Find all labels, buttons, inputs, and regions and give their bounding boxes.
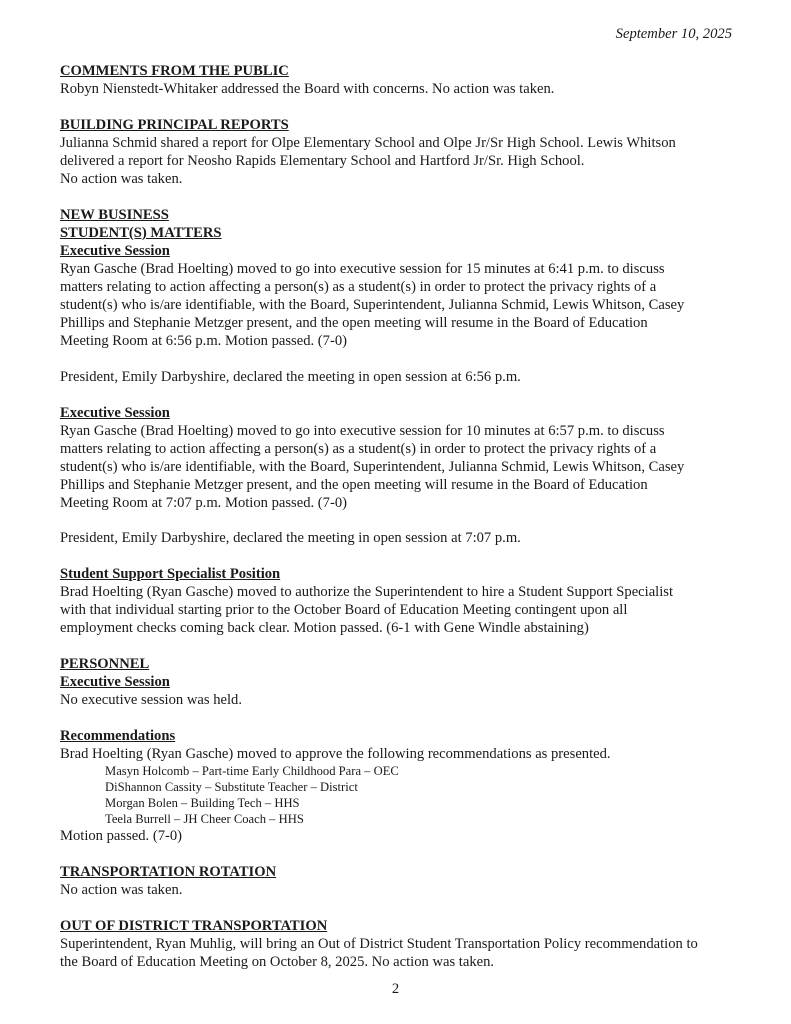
recommendations-motion: Motion passed. (7-0) bbox=[60, 828, 183, 844]
exec-session-1-heading: Executive Session bbox=[60, 243, 170, 259]
personnel-exec-text: No executive session was held. bbox=[60, 692, 242, 708]
exec-session-1-line: matters relating to action affecting a person(s) as a student(s) in order to protect the privacy rights of a bbox=[60, 279, 657, 295]
principal-line-3: No action was taken. bbox=[60, 171, 183, 187]
section-student-support-specialist bbox=[60, 565, 744, 637]
recommendation-item: Morgan Bolen – Building Tech – HHS bbox=[105, 796, 300, 810]
ssp-line: Brad Hoelting (Ryan Gasche) moved to authorize the Superintendent to hire a Student Support Specialist bbox=[60, 584, 674, 600]
out-of-district-line-2: the Board of Education Meeting on October 8, 2025. No action was taken. bbox=[60, 954, 495, 970]
exec-session-1-line: Meeting Room at 6:56 p.m. Motion passed. (7-0) bbox=[60, 333, 347, 349]
section-personnel bbox=[60, 655, 744, 709]
student-matters-heading: STUDENT(S) MATTERS bbox=[60, 225, 222, 241]
out-of-district-line-1: Superintendent, Ryan Muhlig, will bring an Out of District Student Transportation Policy recommendation to bbox=[60, 936, 698, 952]
ssp-heading: Student Support Specialist Position bbox=[60, 566, 281, 582]
section-transportation-rotation bbox=[60, 863, 744, 899]
recommendation-item: Teela Burrell – JH Cheer Coach – HHS bbox=[105, 812, 304, 826]
exec-session-1-line: student(s) who is/are identifiable, with the Board, Superintendent, Julianna Schmid, Lewis Whitson, Casey bbox=[60, 297, 685, 313]
exec-session-1-line: Phillips and Stephanie Metzger present, and the open meeting will resume in the Board of Education bbox=[60, 315, 648, 331]
recommendation-item: Masyn Holcomb – Part-time Early Childhood Para – OEC bbox=[105, 764, 399, 778]
personnel-heading: PERSONNEL bbox=[60, 656, 150, 672]
section-principal-reports bbox=[60, 116, 744, 188]
declare-1-text: President, Emily Darbyshire, declared the meeting in open session at 6:56 p.m. bbox=[60, 369, 521, 385]
declare-2-text: President, Emily Darbyshire, declared the meeting in open session at 7:07 p.m. bbox=[60, 530, 521, 546]
out-of-district-heading: OUT OF DISTRICT TRANSPORTATION bbox=[60, 918, 328, 934]
exec-session-1-line: Ryan Gasche (Brad Hoelting) moved to go into executive session for 15 minutes at 6:41 p.m. to discuss bbox=[60, 261, 665, 277]
comments-text: Robyn Nienstedt-Whitaker addressed the Board with concerns. No action was taken. bbox=[60, 81, 555, 97]
open-session-declaration-2 bbox=[60, 529, 744, 547]
section-out-of-district bbox=[60, 917, 744, 971]
section-recommendations bbox=[60, 727, 744, 845]
meeting-date: September 10, 2025 bbox=[615, 26, 732, 42]
comments-heading: COMMENTS FROM THE PUBLIC bbox=[60, 63, 289, 79]
section-new-business bbox=[60, 206, 744, 350]
open-session-declaration-1 bbox=[60, 368, 744, 386]
exec-session-2-line: Phillips and Stephanie Metzger present, and the open meeting will resume in the Board of Education bbox=[60, 477, 648, 493]
principal-line-1: Julianna Schmid shared a report for Olpe Elementary School and Olpe Jr/Sr High School. Lewis Whitson bbox=[60, 135, 676, 151]
principal-heading: BUILDING PRINCIPAL REPORTS bbox=[60, 117, 289, 133]
page-number: 2 bbox=[391, 981, 400, 997]
ssp-line: employment checks coming back clear. Motion passed. (6-1 with Gene Windle abstaining) bbox=[60, 620, 589, 636]
exec-session-2-line: Meeting Room at 7:07 p.m. Motion passed. (7-0) bbox=[60, 495, 347, 511]
section-exec-session-2 bbox=[60, 404, 744, 512]
exec-session-2-line: Ryan Gasche (Brad Hoelting) moved to go into executive session for 10 minutes at 6:57 p.m. to discuss bbox=[60, 423, 665, 439]
recommendations-text: Brad Hoelting (Ryan Gasche) moved to approve the following recommendations as presented. bbox=[60, 746, 611, 762]
exec-session-2-heading: Executive Session bbox=[60, 405, 170, 421]
transport-rotation-text: No action was taken. bbox=[60, 882, 183, 898]
new-business-heading: NEW BUSINESS bbox=[60, 207, 169, 223]
personnel-exec-heading: Executive Session bbox=[60, 674, 170, 690]
section-comments bbox=[60, 62, 744, 98]
ssp-line: with that individual starting prior to the October Board of Education Meeting contingent upon all bbox=[60, 602, 628, 618]
exec-session-2-line: student(s) who is/are identifiable, with the Board, Superintendent, Julianna Schmid, Lewis Whitson, Casey bbox=[60, 459, 685, 475]
recommendation-item: DiShannon Cassity – Substitute Teacher – District bbox=[105, 780, 358, 794]
recommendations-heading: Recommendations bbox=[60, 728, 176, 744]
transport-rotation-heading: TRANSPORTATION ROTATION bbox=[60, 864, 277, 880]
principal-line-2: delivered a report for Neosho Rapids Elementary School and Hartford Jr/Sr. High School. bbox=[60, 153, 585, 169]
exec-session-2-line: matters relating to action affecting a person(s) as a student(s) in order to protect the privacy rights of a bbox=[60, 441, 657, 457]
